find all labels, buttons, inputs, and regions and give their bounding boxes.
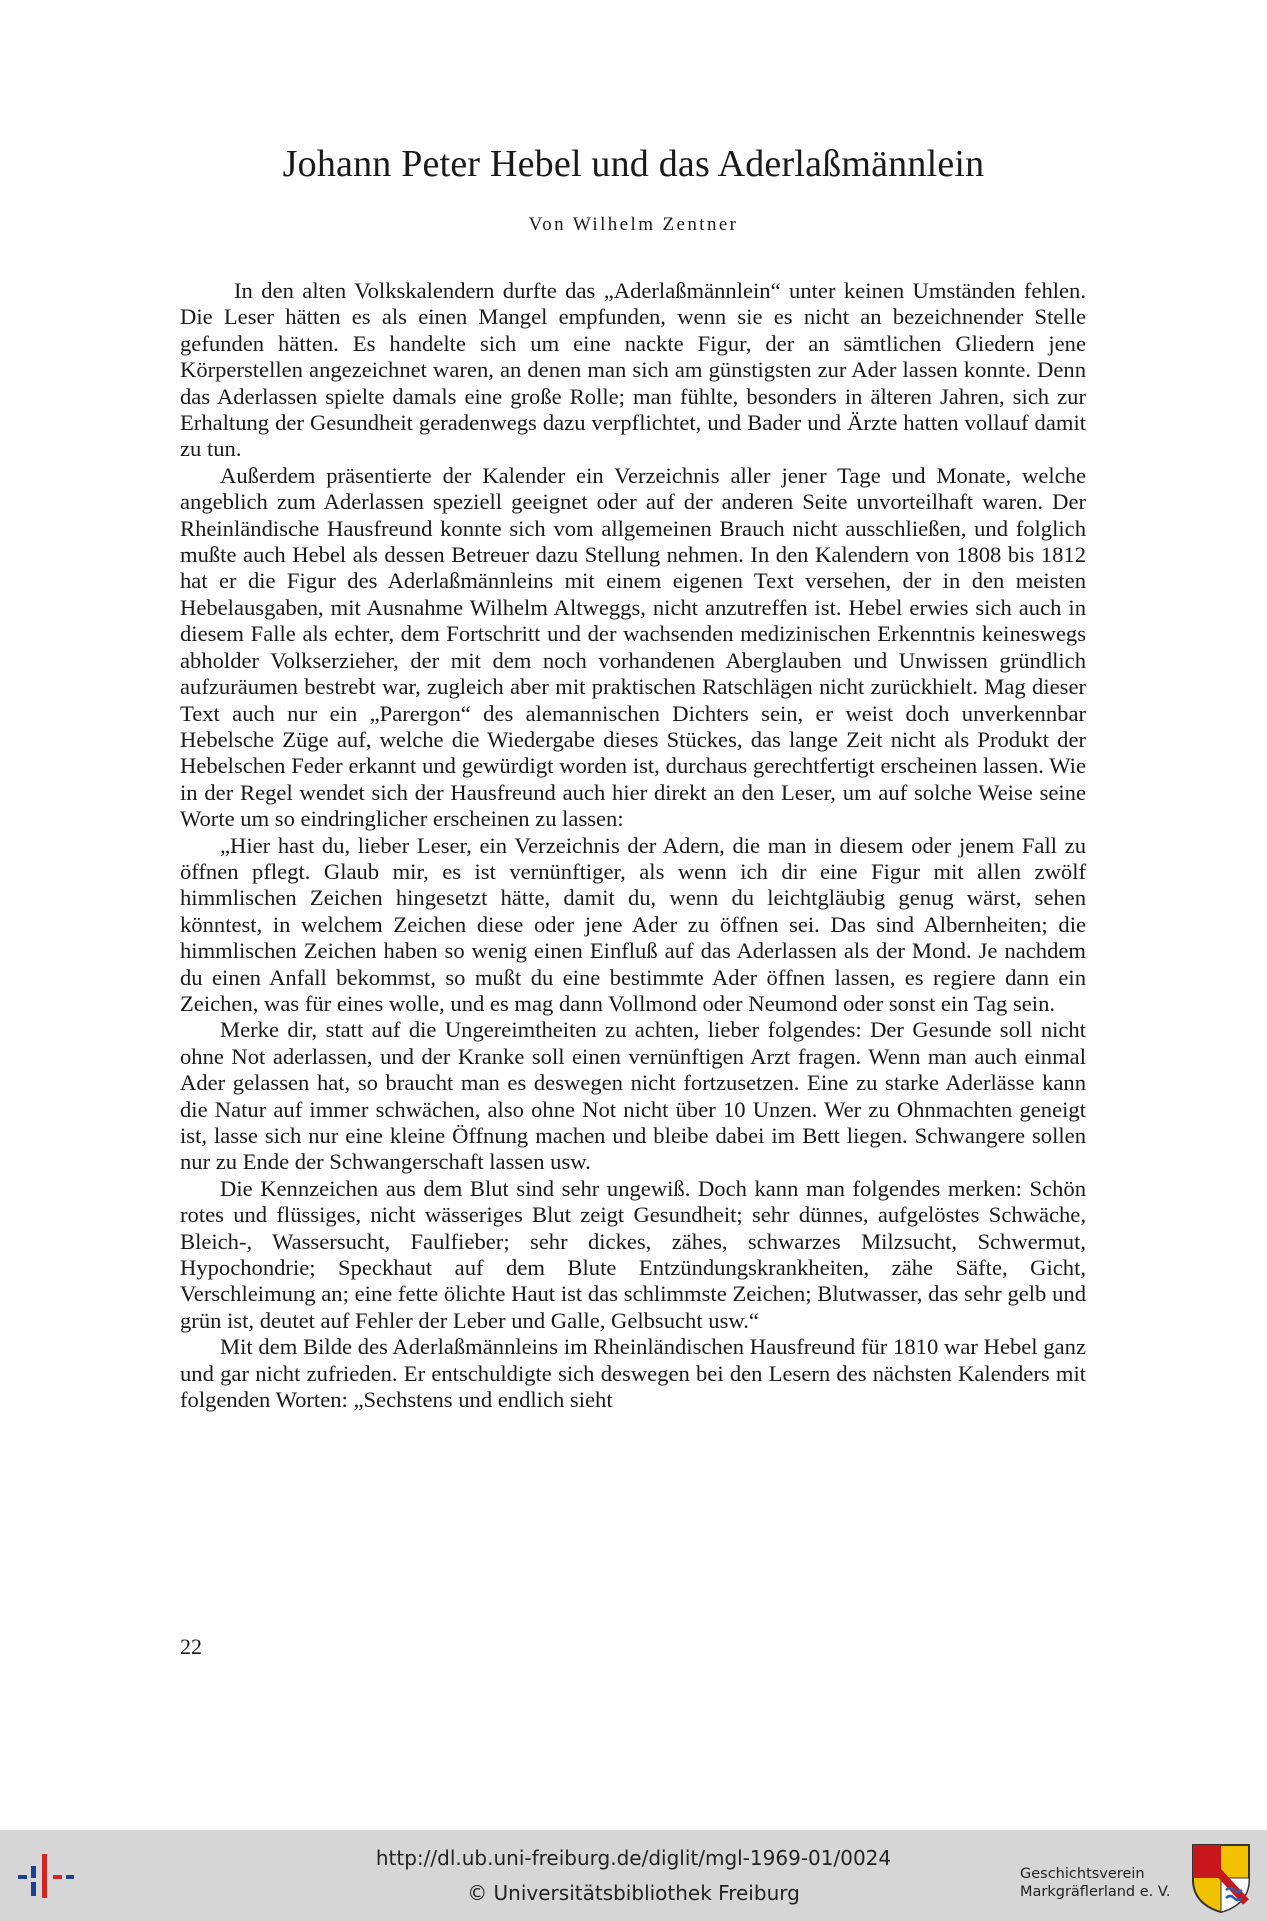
paragraph: In den alten Volkskalendern durfte das „Aderlaßmännlein“ unter keinen Umständen fehlen. Die Leser hätten es als einen Mangel empfunden, wenn sie es nicht an bezeichnender Stelle gefunden hätten. Es handelte sich um eine nackte Figur, der an sämtlichen Gliedern jene Körperstellen angezeichnet waren, an denen man sich am günstigsten zur Ader lassen konnte. Denn das Aderlassen spielte damals eine große Rolle; man fühlte, besonders in älteren Jahren, sich zur Erhaltung der Gesundheit geradenwegs dazu verpflichtet, und Bader und Ärzte hatten vollauf damit zu tun.: [180, 278, 1086, 462]
paragraph: Merke dir, statt auf die Ungereimtheiten zu achten, lieber folgendes: Der Gesunde soll nicht ohne Not aderlassen, und der Kranke soll einen vernünftigen Arzt fragen. Wenn man auch einmal Ader gelassen hat, so braucht man es deswegen nicht fortzusetzen. Eine zu starke Aderlässe kann die Natur auf immer schwächen, also ohne Not nicht über 10 Unzen. Wer zu Ohnmachten geneigt ist, lasse sich nur eine kleine Öffnung machen und bleibe dabei im Bett liegen. Schwangere sollen nur zu Ende der Schwangerschaft lassen usw.: [180, 1017, 1086, 1175]
copyright-notice: © Universitätsbibliothek Freiburg: [467, 1881, 800, 1905]
article-body: [180, 278, 1086, 1413]
article-author: Von Wilhelm Zentner: [528, 214, 739, 235]
society-line: Geschichtsverein: [1020, 1866, 1145, 1882]
page-number: 22: [180, 1634, 202, 1659]
article-title: Johann Peter Hebel und das Aderlaßmännlein: [282, 143, 985, 185]
society-name: [1020, 1865, 1190, 1901]
coat-of-arms-icon: [1190, 1842, 1252, 1914]
viewer-footer: [0, 1830, 1267, 1921]
permalink-url[interactable]: http://dl.ub.uni-freiburg.de/diglit/mgl-1969-01/0024: [375, 1846, 892, 1870]
society-line: Markgräflerland e. V.: [1020, 1884, 1171, 1900]
paragraph: „Hier hast du, lieber Leser, ein Verzeichnis der Adern, die man in diesem oder jenem Fall zu öffnen pflegt. Glaub mir, es ist vernünftiger, als wenn ich dir eine Figur mit allen zwölf himmlischen Zeichen hingesetzt hätte, damit du, wenn du leichtgläubig genug wärst, sehen könntest, in welchem Zeichen diese oder jene Ader zu öffnen sei. Das sind Albernheiten; die himmlischen Zeichen haben so wenig einen Einfluß auf das Aderlassen als der Mond. Je nachdem du einen Anfall bekommst, so mußt du eine bestimmte Ader öffnen lassen, es regiere dann ein Zeichen, was für eines wolle, und es mag dann Vollmond oder Neumond oder sonst ein Tag sein.: [180, 832, 1086, 1016]
paragraph: Mit dem Bilde des Aderlaßmännleins im Rheinländischen Hausfreund für 1810 war Hebel ganz und gar nicht zufrieden. Er entschuldigte sich deswegen bei den Lesern des nächsten Kalenders mit folgenden Worten: „Sechstens und endlich sieht: [180, 1334, 1086, 1413]
paragraph: Die Kennzeichen aus dem Blut sind sehr ungewiß. Doch kann man folgendes merken: Schön rotes und flüssiges, nicht wässeriges Blut zeigt Gesundheit; sehr dünnes, aufgelöstes Schwäche, Bleich-, Wassersucht, Faulfieber; sehr dickes, zähes, schwarzes Milzsucht, Schwermut, Hypochondrie; Speckhaut auf dem Blute Entzündungskrankheiten, zähe Säfte, Gicht, Verschleimung an; eine fette ölichte Haut ist das schlimmste Zeichen; Blutwasser, das sehr gelb und grün ist, deutet auf Fehler der Leber und Galle, Gelbsucht usw.“: [180, 1175, 1086, 1333]
paragraph: Außerdem präsentierte der Kalender ein Verzeichnis aller jener Tage und Monate, welche angeblich zum Aderlassen speziell geeignet oder auf der anderen Seite unvorteilhaft waren. Der Rheinländische Hausfreund konnte sich vom allgemeinen Brauch nicht ausschließen, und folglich mußte auch Hebel als dessen Betreuer dazu Stellung nehmen. In den Kalendern von 1808 bis 1812 hat er die Figur des Aderlaßmännleins mit einem eigenen Text versehen, der in den meisten Hebelausgaben, mit Ausnahme Wilhelm Altweggs, nicht anzutreffen ist. Hebel erwies sich auch in diesem Falle als echter, dem Fortschritt und der wachsenden medizinischen Erkenntnis keineswegs abholder Volkserzieher, der mit dem noch vorhandenen Aberglauben und Unwissen gründlich aufzuräumen bestrebt war, zugleich aber mit praktischen Ratschlägen nicht zurückhielt. Mag dieser Text auch nur ein „Parergon“ des alemannischen Dichters sein, er weist doch unverkennbar Hebelsche Züge auf, welche die Wiedergabe dieses Stückes, das lange Zeit nicht als Produkt der Hebelschen Feder erkannt und gewürdigt worden ist, durchaus gerechtfertigt erscheinen lassen. Wie in der Regel wendet sich der Hausfreund auch hier direkt an den Leser, um auf solche Weise seine Worte um so eindringlicher erscheinen zu lassen:: [180, 462, 1086, 832]
